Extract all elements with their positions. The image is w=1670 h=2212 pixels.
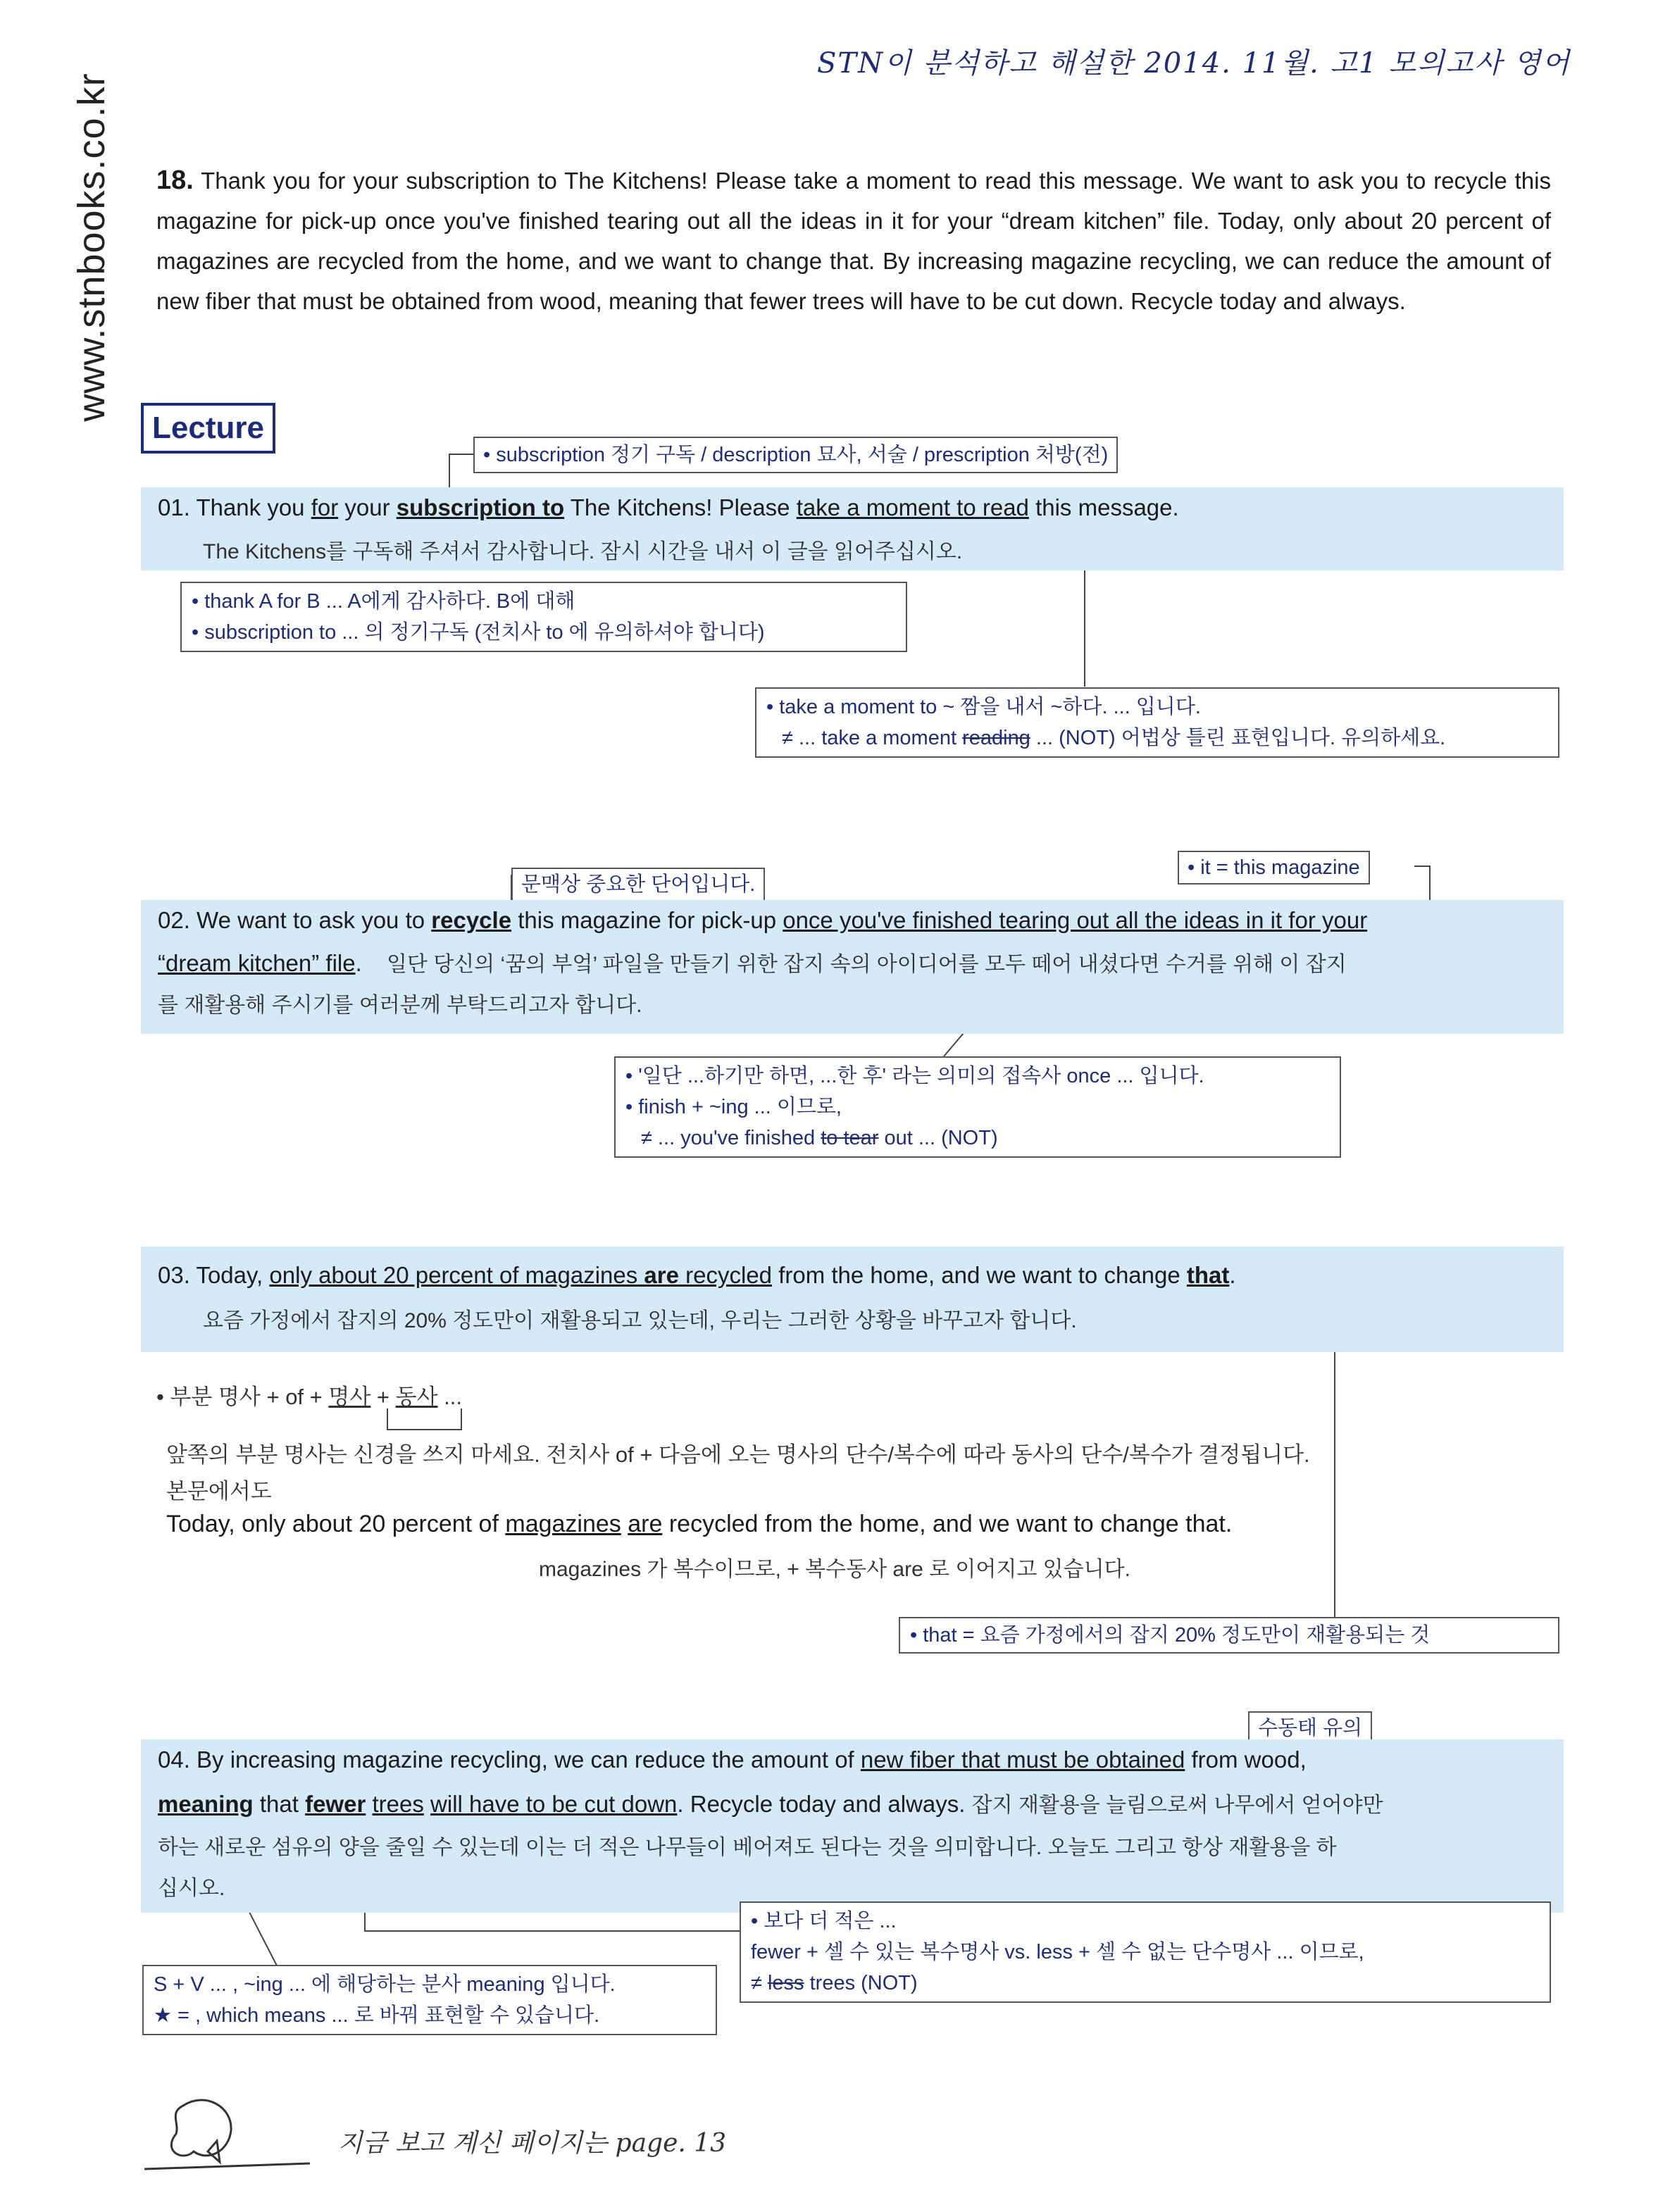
note-take-moment <box>755 687 1559 758</box>
text-run: ≠ <box>751 1972 768 1994</box>
text-run: trees <box>372 1791 424 1817</box>
text-run: 동사 <box>395 1385 438 1409</box>
text-run: that <box>253 1791 306 1817</box>
note-passive: 수동태 유의 <box>1248 1711 1372 1745</box>
section-02-english-2 <box>158 946 1347 977</box>
text-run: 04. By increasing magazine recycling, we can reduce the amount of <box>158 1747 861 1773</box>
passage-number: 18. <box>156 165 194 195</box>
text-run: ≠ ... you've finished <box>641 1127 821 1149</box>
text-run: 03. Today, <box>158 1262 270 1288</box>
page-header-title: STN이 분석하고 해설한 2014. 11월. 고1 모의고사 영어 <box>817 47 1571 80</box>
text-run: . Recycle today and always. <box>677 1791 972 1817</box>
text-run: from the home, and we want to change <box>772 1262 1187 1288</box>
note-line: • take a moment to ~ 짬을 내서 ~하다. ... 입니다. <box>766 696 1201 718</box>
text-run: take a moment to read <box>796 494 1029 520</box>
note-that: • that = 요즘 가정에서의 잡지 20% 정도만이 재활용되는 것 <box>899 1617 1559 1654</box>
text-run: ... <box>437 1385 462 1409</box>
passage-body: Thank you for your subscription to The Kitchens! Please take a moment to read this message. We want to ask you to recycle this magazine for pick-up once you've finished tearing out all the ideas in it for your “dream kitchen” file. Today, only about 20 percent of magazines are recycled from the home, and we want to change that. By increasing magazine recycling, we can reduce the amount of new fiber that must be obtained from wood, meaning that fewer trees will have to be cut down. Recycle today and always. <box>156 168 1551 314</box>
section-01-korean: The Kitchens를 구독해 주셔서 감사합니다. 잠시 시간을 내서 이 글을 읽어주십시오. <box>203 540 963 563</box>
section-03-english <box>158 1262 1236 1289</box>
text-run: recycle <box>431 907 512 933</box>
text-run: once you've finished tearing out all the ideas in it for your <box>783 907 1368 933</box>
rule-partitive <box>156 1379 462 1411</box>
text-run: recycled from the home, and we want to change that. <box>662 1511 1233 1537</box>
text-run: + <box>370 1385 396 1409</box>
connector-line <box>387 1408 461 1430</box>
section-01-english <box>158 494 1179 521</box>
text-run: less <box>767 1972 804 1994</box>
note-line: fewer + 셀 수 있는 복수명사 vs. less + 셀 수 없는 단수명사 ... 이므로, <box>751 1941 1364 1963</box>
rule-explanation: 앞쪽의 부분 명사는 신경을 쓰지 마세요. 전치사 of + 다음에 오는 명사의 단수/복수에 따라 동사의 단수/복수가 결정됩니다. <box>166 1442 1310 1467</box>
note-line <box>625 1123 1330 1154</box>
section-04-english <box>158 1747 1552 1773</box>
text-run: ≠ ... take a moment <box>782 727 963 749</box>
text-run: subscription to <box>396 494 565 520</box>
text-run: for <box>311 494 339 520</box>
text-run <box>424 1791 430 1817</box>
text-run: 일단 당신의 ‘꿈의 부엌’ 파일을 만들기 위한 잡지 속의 아이디어를 모두 떼어 내셨다면 수거를 위해 이 잡지 <box>386 953 1347 976</box>
section-01-band <box>141 487 1564 570</box>
rule-example-note: magazines 가 복수이므로, + 복수동사 are 로 이어지고 있습니다. <box>539 1558 1130 1581</box>
note-meaning <box>142 1965 717 2035</box>
note-line: • finish + ~ing ... 이므로, <box>625 1096 842 1118</box>
text-run: fewer <box>305 1791 366 1817</box>
note-once <box>614 1056 1341 1158</box>
text-run: 잡지 재활용을 늘림으로써 나무에서 얻어야만 <box>971 1794 1383 1817</box>
rule-example <box>166 1511 1232 1538</box>
text-run: 01. Thank you <box>158 494 311 520</box>
note-fewer <box>740 1901 1551 2003</box>
text-run: are <box>644 1262 679 1288</box>
section-04-korean-3: 십시오. <box>158 1877 225 1900</box>
text-run: to tear <box>821 1127 879 1149</box>
text-run: • 부분 명사 + of + <box>156 1385 329 1409</box>
footer-page-text: 지금 보고 계신 페이지는 page. 13 <box>338 2129 727 2158</box>
note-line: S + V ... , ~ing ... 에 해당하는 분사 meaning 입니다. <box>154 1973 616 1996</box>
text-run: from wood, <box>1185 1747 1307 1773</box>
note-line <box>751 1968 1540 1999</box>
rule-explanation-2: 본문에서도 <box>166 1479 272 1504</box>
text-run: . <box>1229 1262 1236 1288</box>
text-run: are <box>628 1511 663 1537</box>
note-line <box>766 723 1548 754</box>
text-run: will have to be cut down <box>430 1791 678 1817</box>
text-run: trees (NOT) <box>804 1972 918 1994</box>
section-02-english <box>158 907 1559 934</box>
section-03-korean: 요즘 가정에서 잡지의 20% 정도만이 재활용되고 있는데, 우리는 그러한 상황을 바꾸고자 합니다. <box>203 1309 1077 1332</box>
text-run: this message. <box>1028 494 1179 520</box>
note-context: 문맥상 중요한 단어입니다. <box>511 868 765 901</box>
text-run: reading <box>962 727 1030 749</box>
section-02-korean-2: 를 재활용해 주시기를 여러분께 부탁드리고자 합니다. <box>158 994 642 1017</box>
text-run: ... (NOT) 어법상 틀린 표현입니다. 유의하세요. <box>1030 727 1446 749</box>
note-line: • thank A for B ... A에게 감사하다. B에 대해 <box>192 590 575 613</box>
text-run: “dream kitchen” file <box>158 950 356 976</box>
section-02-band <box>141 900 1564 1034</box>
text-run: 명사 <box>328 1385 371 1409</box>
text-run: The Kitchens! Please <box>564 494 797 520</box>
note-line: ★ = , which means ... 로 바꿔 표현할 수 있습니다. <box>154 2004 600 2027</box>
text-run: this magazine for pick-up <box>511 907 783 933</box>
text-run: . <box>355 950 362 976</box>
text-run: new fiber that must be obtained <box>860 1747 1185 1773</box>
section-04-korean-2: 하는 새로운 섬유의 양을 줄일 수 있는데 이는 더 적은 나무들이 베어져도 된다는 것을 의미합니다. 오늘도 그리고 항상 재활용을 하 <box>158 1836 1337 1859</box>
section-03-band <box>141 1246 1564 1352</box>
lecture-label: Lecture <box>141 403 275 454</box>
text-run: 02. We want to ask you to <box>158 907 432 933</box>
text-run: magazines <box>505 1511 621 1537</box>
text-run: only about 20 percent of magazines <box>269 1262 638 1288</box>
text-run: your <box>338 494 397 520</box>
footer-doodle-icon <box>141 2085 324 2183</box>
text-run: that <box>1186 1262 1230 1288</box>
section-04-band <box>141 1739 1564 1913</box>
side-url[interactable]: www.stnbooks.co.kr <box>70 73 113 422</box>
text-run: meaning <box>158 1791 254 1817</box>
note-line: • 보다 더 적은 ... <box>751 1910 897 1932</box>
note-thank-for <box>180 582 907 652</box>
text-run: Today, only about 20 percent of <box>166 1511 506 1537</box>
note-line: • subscription to ... 의 정기구독 (전치사 to 에 유의하셔야 합니다) <box>192 621 765 644</box>
note-line: • '일단 ...하기만 하면, ...한 후' 라는 의미의 접속사 once ... 입니다. <box>625 1065 1204 1087</box>
note-it: • it = this magazine <box>1178 851 1370 885</box>
text-run: recycled <box>685 1262 773 1288</box>
text-run: out ... (NOT) <box>878 1127 998 1149</box>
section-04-english-2 <box>158 1787 1383 1818</box>
note-subscription: • subscription 정기 구독 / description 묘사, 서술 / prescription 처방(전) <box>473 437 1118 473</box>
